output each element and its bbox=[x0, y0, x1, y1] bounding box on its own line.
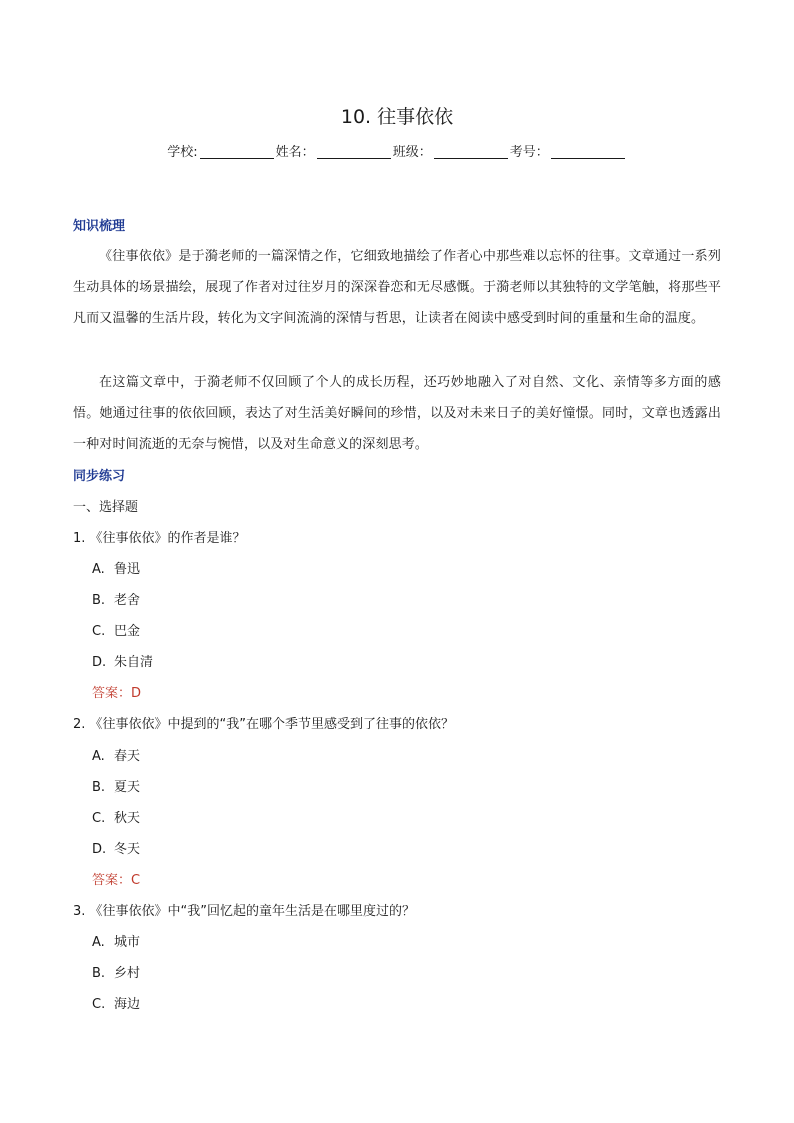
option-letter: A. bbox=[92, 935, 105, 950]
option-letter: B. bbox=[92, 593, 106, 608]
option-text: 冬天 bbox=[114, 842, 141, 857]
question-2-stem: 2. 《往事依依》中提到的“我”在哪个季节里感受到了往事的依依？ bbox=[73, 717, 455, 732]
question-1-option-c[interactable] bbox=[92, 623, 140, 641]
school-blank[interactable] bbox=[200, 144, 274, 159]
question-2-option-c[interactable] bbox=[92, 810, 140, 828]
page-title: 10. 往事依依 bbox=[340, 106, 454, 128]
question-3-stem: 3. 《往事依依》中“我”回忆起的童年生活是在哪里度过的？ bbox=[73, 904, 416, 919]
option-letter: C. bbox=[92, 811, 106, 826]
number-blank[interactable] bbox=[551, 144, 625, 159]
practice-heading: 同步练习 bbox=[73, 469, 126, 484]
option-text: 夏天 bbox=[114, 780, 141, 795]
option-text: 乡村 bbox=[114, 966, 141, 981]
option-text: 海边 bbox=[114, 997, 141, 1012]
question-3-option-c[interactable] bbox=[92, 996, 140, 1014]
option-text: 老舍 bbox=[114, 593, 141, 608]
question-3-option-b[interactable] bbox=[92, 965, 140, 983]
school-label: 学校: bbox=[167, 145, 198, 160]
option-letter: D. bbox=[92, 655, 107, 670]
name-blank[interactable] bbox=[317, 144, 391, 159]
section-title: 一、选择题 bbox=[73, 500, 139, 515]
number-label: 考号： bbox=[509, 145, 549, 160]
option-letter: C. bbox=[92, 997, 106, 1012]
question-2-option-d[interactable] bbox=[92, 841, 140, 859]
option-letter: C. bbox=[92, 624, 106, 639]
class-label: 班级： bbox=[392, 145, 432, 160]
question-2-option-b[interactable] bbox=[92, 779, 140, 797]
option-letter: D. bbox=[92, 842, 107, 857]
student-info-line bbox=[0, 143, 794, 163]
question-2-option-a[interactable] bbox=[92, 748, 140, 766]
option-text: 朱自清 bbox=[114, 655, 154, 670]
question-2-answer: 答案：C bbox=[92, 873, 141, 888]
option-letter: A. bbox=[92, 749, 105, 764]
option-text: 巴金 bbox=[114, 624, 141, 639]
name-label: 姓名： bbox=[275, 145, 315, 160]
option-text: 秋天 bbox=[114, 811, 141, 826]
option-letter: B. bbox=[92, 966, 106, 981]
option-text: 城市 bbox=[114, 935, 141, 950]
option-text: 鲁迅 bbox=[114, 562, 141, 577]
question-1-answer: 答案：D bbox=[92, 686, 142, 701]
question-1-stem: 1. 《往事依依》的作者是谁？ bbox=[73, 531, 246, 546]
option-text: 春天 bbox=[114, 749, 141, 764]
knowledge-paragraph-2: 在这篇文章中，于漪老师不仅回顾了个人的成长历程，还巧妙地融入了对自然、文化、亲情等多方面的感悟。她通过往事的依依回顾，表达了对生活美好瞬间的珍惜，以及对未来日子的美好憧憬。同时，文章也透露出一种对时间流逝的无奈与惋惜，以及对生命意义的深刻思考。 bbox=[73, 375, 721, 452]
option-letter: B. bbox=[92, 780, 106, 795]
question-1-option-a[interactable] bbox=[92, 561, 140, 579]
question-1-option-b[interactable] bbox=[92, 592, 140, 610]
question-3-option-a[interactable] bbox=[92, 934, 140, 952]
question-1-option-d[interactable] bbox=[92, 654, 153, 672]
knowledge-paragraph-1: 《往事依依》是于漪老师的一篇深情之作，它细致地描绘了作者心中那些难以忘怀的往事。文章通过一系列生动具体的场景描绘，展现了作者对过往岁月的深深眷恋和无尽感慨。于漪老师以其独特的文学笔触，将那些平凡而又温馨的生活片段，转化为文字间流淌的深情与哲思，让读者在阅读中感受到时间的重量和生命的温度。 bbox=[73, 249, 721, 326]
option-letter: A. bbox=[92, 562, 105, 577]
class-blank[interactable] bbox=[434, 144, 508, 159]
knowledge-heading: 知识梳理 bbox=[73, 219, 126, 234]
